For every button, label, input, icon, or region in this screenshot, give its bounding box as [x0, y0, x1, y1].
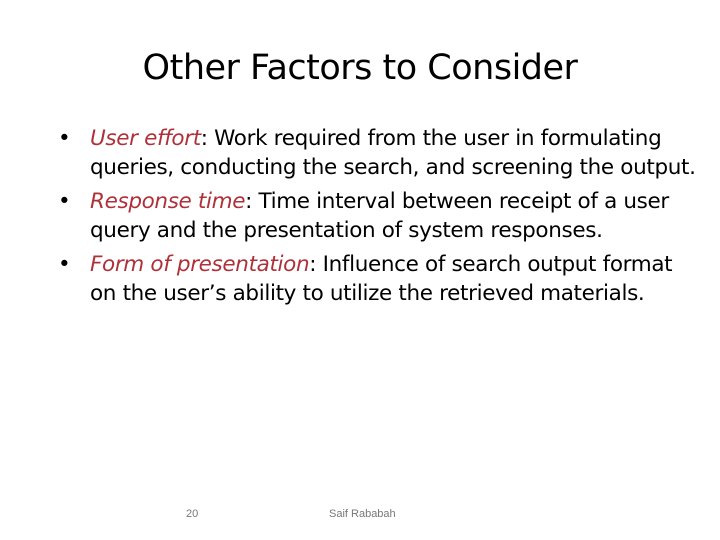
slide-page-number: 20 [186, 508, 199, 520]
bullet-icon: • [58, 126, 71, 151]
bullet-text: : Influence of search output format on the user’s ability to utilize the retrieved materials. [90, 252, 673, 306]
bullet-term: Form of presentation [90, 252, 310, 277]
bullet-item-form-of-presentation [58, 250, 698, 308]
slide-footer-author: Saif Rababah [329, 508, 396, 520]
bullet-list [58, 124, 698, 313]
bullet-icon: • [58, 189, 71, 214]
slide-title: Other Factors to Consider [142, 48, 578, 88]
bullet-item-user-effort [58, 124, 698, 182]
bullet-term: Response time [90, 189, 246, 214]
bullet-text: : Work required from the user in formulating queries, conducting the search, and screening the output. [90, 126, 696, 180]
bullet-text: : Time interval between receipt of a user query and the presentation of system responses. [90, 189, 669, 243]
bullet-term: User effort [90, 126, 201, 151]
bullet-item-response-time [58, 187, 698, 245]
bullet-icon: • [58, 252, 71, 277]
